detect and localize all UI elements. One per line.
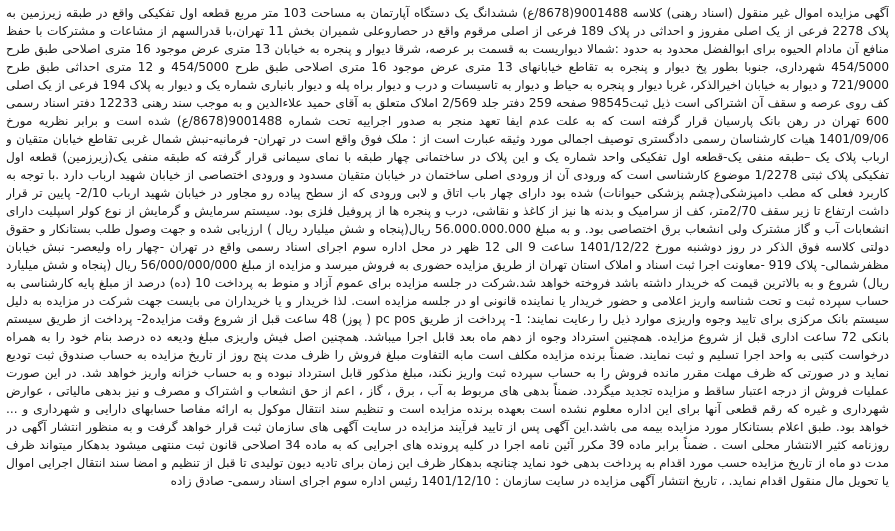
auction-notice-document: [6, 4, 889, 527]
auction-notice-text: آگهی مزایده اموال غیر منقول (اسناد رهنی) کلاسه 9001488(8678/ع) ششدانگ یک دستگاه آپارتمان به مساحت 103 متر مربع قطعه اول تفکیکی واقع در طبقه زیرزمین به پلاک 2278 فرعی از یک اصلی مفروز و احداثی در پلاک 189 فرعی از اصلی مرقوم واقع در حصاروعلی شمیران بخش 11 تهران،با قدرالسهم از مشاعات و مشترکات با حفظ منافع آن مادام الحیوه برای ابوالفضل محدود به حدود :شمالا دیواریست به قسمت بر عرصه، شرقا دیوار و پنجره به خیابان 13 متری عرض موجود 16 متری اصلاحی طبق طرح 454/5000 شهرداری، جنوبا بطور پخ دیوار و پنجره به تقاطع خیابانهای 13 متری عرض موجود 16 متری اصلاحی طبق طرح 454/5000 و 12 متری احداثی طبق طرح 721/9000 و دیوار به خیابان اخیرالذکر، غربا دیوار و پنجره به حیاط و دیوار به تاسیسات و درب و دیوار براه پله و دیوار بانباری شماره یک و دیوار به پلاک 194 فرعی از یک اصلی کف روی عرصه و سقف آن اشتراکی است ذیل ثبت98545 صفحه 259 دفتر جلد 2/569 املاک متعلق به آقای حمید علاءالدین و به موجب سند رهنی 12233 دفتر اسناد رسمی 600 تهران در رهن بانک پارسیان قرار گرفته است که به علت عدم ایفا تعهد منجر به صدور اجراییه تحت شماره 9001488(8678/ع) شده است و برابر نظریه مورخ 1401/09/06 هیات کارشناسان رسمی دادگستری توصیف اجمالی مورد وثیقه عبارت است از : ملک فوق واقع است در تهران- فرمانیه-نبش شمال غربی تقاطع خیابان متقیان و ارباب پلاک یک –طبقه منفی یک-قطعه اول تفکیکی واحد شماره یک و این پلاک در ساختمانی چهار طبقه با نمای سیمانی قرار گرفته که طبقه منفی یک(زیرزمین) قطعه اول تفکیکی پلاک ثبتی 1/2278 موضوع کارشناسی است که ورودی آن از ورودی اصلی ساختمان در خیابان متقیان مسدود و ورودی اختصاصی از خیابان شهید ارباب دارد .با توجه به کاربرد فعلی که مطب دامپزشکی(چشم پزشکی حیوانات) شده بود دارای چهار باب اتاق و لابی ورودی که از سطح پیاده رو مجاور در خیابان شهید ارباب 2/10- پایین تر قرار داشت ارتفاع تا زیر سقف 2/70متر، کف از سرامیک و بدنه ها نیز از کاغذ و نقاشی، درب و پنجره ها از پروفیل فلزی بود. سیستم سرمایش و گرمایش از نوع کولر اسپلیت دارای انشعابات آب و گاز مشترک ولی انشعاب برق اختصاصی بود. و به مبلغ 56.000.000.000 ریال(پنجاه و شش میلیارد ریال ) ارزیابی شده و جهت وصول طلب بستانکار و حقوق دولتی کلاسه فوق الذکر در روز دوشنبه مورخ 1401/12/22 ساعت 9 الی 12 ظهر در محل اداره سوم اجرای اسناد رسمی واقع در تهران -چهار راه ولیعصر- نبش خیابان مظفرشمالی- پلاک 919 -معاونت اجرا ثبت اسناد و املاک استان تهران از طریق مزایده حضوری به فروش میرسد و مزایده از مبلغ 56/000/000/000 ریال (پنجاه و شش میلیارد ریال) شروع و به بالاترین قیمت که خریدار داشته باشد فروخته خواهد شد.شرکت در جلسه مزایده برای عموم آزاد و منوط به پرداخت 10 (ده) درصد از مبلغ پایه کارشناسی به حساب سپرده ثبت و تحت شناسه واریز اعلامی و حضور خریدار یا نماینده قانونی او در جلسه مزایده است. لذا خریدار و یا خریداران می بایست جهت شرکت در مزایده به دلیل سیستم بانک مرکزی برای تایید وجوه واریزی موارد ذیل را رعایت نمایند: 1- پرداخت از طریق pc pos ( پوز) 48 ساعت قبل از شروع وقت مزایده2- پرداخت از طریق سیستم بانکی 72 ساعت اداری قبل از شروع مزایده. همچنین استرداد وجوه از دهم ماه بعد قابل اجرا میباشد. همچنین اصل فیش واریزی مبلغ ودیعه ده درصد بنام خود را به همراه درخواست کتبی به واحد اجرا تسلیم و ثبت نمایند. ضمناً برنده مزایده مکلف است مابه التفاوت مبلغ فروش را ظرف مدت پنج روز از تاریخ مزایده به حساب صندوق ثبت تودیع نماید و در صورتی که ظرف مهلت مقرر مانده فروش را به حساب سپرده ثبت واریز نکند، مبلغ مذکور قابل استرداد نبوده و به حساب خزانه واریز خواهد شد. در این صورت عملیات فروش از درجه اعتبار ساقط و مزایده تجدید میگردد. ضمناً بدهی های مربوط به آب ، برق ، گاز ، اعم از حق انشعاب و اشتراک و مصرف و نیز بدهی مالیاتی ، عوارض شهرداری و غیره که رقم قطعی آنها برای این اداره معلوم نشده است بعهده برنده مزایده است و تنظیم سند انتقال موکول به ارائه مفاصا حسابهای دارایی و شهرداری و ... خواهد بود. طبق اعلام بستانکار مورد مزایده بیمه می باشد.این آگهی پس از تایید فرآیند مزایده در سایت آگهی های سازمان ثبت قرار خواهد گرفت و به منظور انتشار آگهی در روزنامه کثیر الانتشار محلی است . ضمناً برابر ماده 39 مکرر آئین نامه اجرا در کلیه پرونده های اجرایی که به ماده 34 اصلاحی قانون ثبت منتهی میشود بدهکار میتواند ظرف مدت دو ماه از تاریخ مزایده حسب مورد اقدام به پرداخت بدهی خود نماید چنانچه بدهکار ظرف این زمان برای تادیه دیون تولیدی تا قبل از تنظیم و امضا سند انتقال اجرایی اموال یا تحویل مال منقول اقدام نماید. ، تاریخ انتشار آگهی مزایده در سایت سازمان : 1401/12/10 رئیس اداره سوم اجرای اسناد رسمی- صادق زاده: [6, 6, 889, 488]
